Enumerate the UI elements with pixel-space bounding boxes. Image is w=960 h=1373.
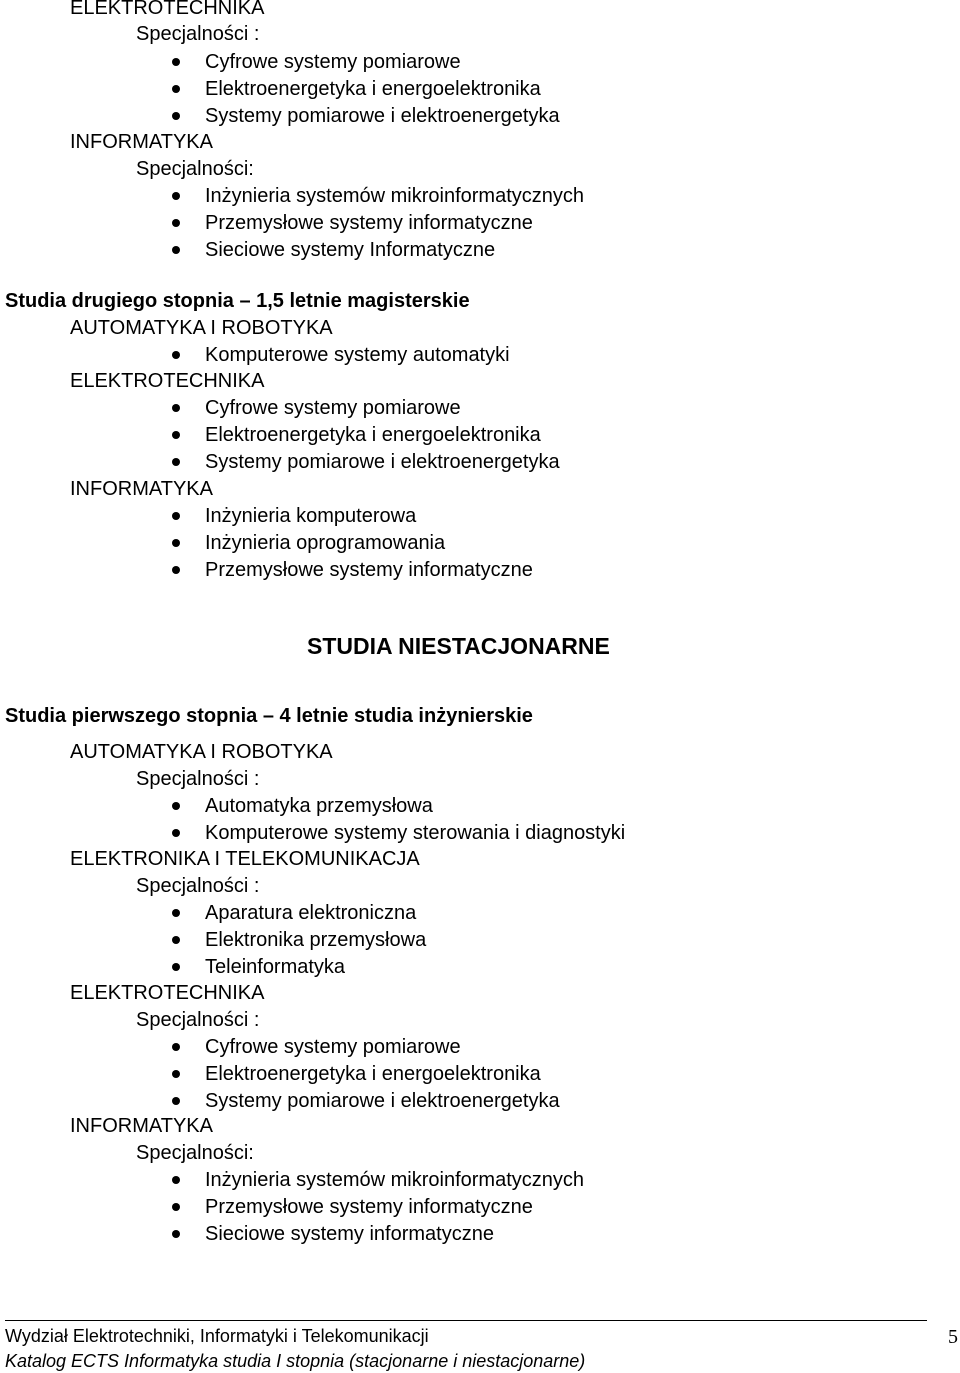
list-item: Sieciowe systemy Informatyczne	[205, 239, 496, 261]
list-item: Elektroenergetyka i energoelektronika	[205, 1063, 541, 1085]
major-heading: INFORMATYKA	[70, 131, 213, 153]
footer-catalog: Katalog ECTS Informatyka studia I stopnia (stacjonarne i niestacjonarne)	[5, 1351, 586, 1371]
list-item: Elektroenergetyka i energoelektronika	[205, 78, 541, 100]
list-item: Inżynieria komputerowa	[205, 505, 417, 527]
list-item: Przemysłowe systemy informatyczne	[205, 1196, 533, 1218]
list-item: Komputerowe systemy sterowania i diagnostyki	[205, 822, 626, 844]
list-item: Aparatura elektroniczna	[205, 902, 417, 924]
major-heading: AUTOMATYKA I ROBOTYKA	[70, 741, 333, 763]
list-item: Teleinformatyka	[205, 956, 346, 978]
specializations-label: Specjalności:	[136, 158, 254, 180]
section-subheading: Studia pierwszego stopnia – 4 letnie studia inżynierskie	[5, 705, 533, 727]
list-item: Inżynieria systemów mikroinformatycznych	[205, 1169, 584, 1191]
major-heading: INFORMATYKA	[70, 478, 213, 500]
list-item: Przemysłowe systemy informatyczne	[205, 559, 533, 581]
list-item: Cyfrowe systemy pomiarowe	[205, 1036, 461, 1058]
list-item: Systemy pomiarowe i elektroenergetyka	[205, 1090, 560, 1112]
list-item: Automatyka przemysłowa	[205, 795, 433, 817]
list-item: Elektroenergetyka i energoelektronika	[205, 424, 541, 446]
list-item: Systemy pomiarowe i elektroenergetyka	[205, 451, 560, 473]
list-item: Cyfrowe systemy pomiarowe	[205, 51, 461, 73]
major-heading: INFORMATYKA	[70, 1115, 213, 1137]
list-item: Komputerowe systemy automatyki	[205, 344, 510, 366]
list-item: Przemysłowe systemy informatyczne	[205, 212, 533, 234]
page-number: 5	[948, 1326, 958, 1348]
specializations-label: Specjalności :	[136, 875, 260, 897]
list-item: Inżynieria oprogramowania	[205, 532, 446, 554]
footer-rule	[5, 1320, 927, 1321]
list-item: Cyfrowe systemy pomiarowe	[205, 397, 461, 419]
major-heading: ELEKTRONIKA I TELEKOMUNIKACJA	[70, 848, 420, 870]
specializations-label: Specjalności :	[136, 1009, 260, 1031]
list-item: Elektronika przemysłowa	[205, 929, 427, 951]
major-heading: ELEKTROTECHNIKA	[70, 0, 265, 19]
major-heading: ELEKTROTECHNIKA	[70, 370, 265, 392]
specializations-label: Specjalności :	[136, 23, 260, 45]
list-item: Inżynieria systemów mikroinformatycznych	[205, 185, 584, 207]
major-heading: AUTOMATYKA I ROBOTYKA	[70, 317, 333, 339]
section-title: STUDIA NIESTACJONARNE	[307, 633, 610, 659]
major-heading: ELEKTROTECHNIKA	[70, 982, 265, 1004]
footer-faculty: Wydział Elektrotechniki, Informatyki i Telekomunikacji	[5, 1326, 429, 1346]
list-item: Systemy pomiarowe i elektroenergetyka	[205, 105, 560, 127]
specializations-label: Specjalności :	[136, 768, 260, 790]
list-item: Sieciowe systemy informatyczne	[205, 1223, 494, 1245]
specializations-label: Specjalności:	[136, 1142, 254, 1164]
section-subheading: Studia drugiego stopnia – 1,5 letnie magisterskie	[5, 290, 470, 312]
